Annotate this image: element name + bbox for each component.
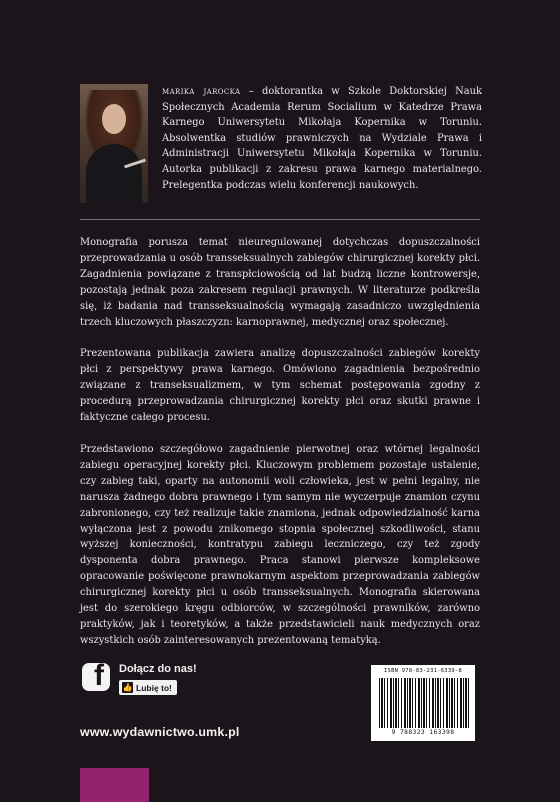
- author-face: [102, 104, 126, 134]
- barcode-bars: [379, 678, 469, 728]
- author-bio: [162, 84, 482, 193]
- publisher-website[interactable]: www.wydawnictwo.umk.pl: [80, 725, 240, 739]
- book-blurb: [80, 235, 480, 665]
- author-body: [86, 144, 142, 203]
- blurb-paragraph-2: Prezentowana publikacja zawiera analizę dopuszczalności zabiegów korekty płci z perspektywy prawa karnego. Omówiono zagadnienia bezpośrednio związane z transeksualizmem, w tym schemat postępowania zgodny z procedurą przeprowadzania chirurgicznej korekty płci oraz skutki prawne i faktyczne całego procesu.: [80, 348, 480, 424]
- author-bio-text: – doktorantka w Szkole Doktorskiej Nauk Społecznych Academia Rerum Socialium w Katedrze Prawa Karnego Uniwersytetu Mikołaja Kopernika w Toruniu. Absolwentka studiów prawniczych na Wydziale Prawa i Administracji Uniwersytetu Mikołaja Kopernika w Toruniu. Autorka publikacji z zakresu prawa karnego materialnego. Prelegentka podczas wielu konferencji naukowych.: [162, 86, 482, 191]
- isbn-barcode: [371, 665, 475, 741]
- facebook-icon[interactable]: f: [82, 663, 110, 691]
- like-button[interactable]: [119, 680, 177, 695]
- isbn-number: ISBN 978-83-231-6339-8: [384, 668, 462, 674]
- author-photo: [80, 84, 148, 203]
- blurb-paragraph-3: Przedstawiono szczegółowo zagadnienie pierwotnej oraz wtórnej legalności zabiegu operacyjnej korekty płci. Kluczowym problemem pozostaje ustalenie, czy zabieg taki, oparty na autonomii woli człowieka, jest w pełni legalny, nie narusza żadnego dobra prawnego i tym samym nie wyczerpuje znamion czynu zabronionego, czy też realizuje takie znamiona, jednak odpowiedzialność karna wyłączona jest z powodu znikomego stopnia społecznej szkodliwości, stanu wyższej konieczności, kontratypu zabiegu leczniczego, czy też zgody dysponenta dobra prawnego. Praca stanowi pierwsze kompleksowe opracowanie poświęcone prawnokarnym aspektom przeprowadzania zabiegów chirurgicznej korekty płci u osób transseksualnych. Monografia skierowana jest do szerokiego kręgu odbiorców, w szczególności prawników, zarówno praktyków, jak i teoretyków, a także przedstawicieli nauk medycznych oraz wszystkich osób zainteresowanych prezentowaną tematyką.: [80, 443, 480, 646]
- barcode-digits: 9 788323 163398: [391, 729, 455, 736]
- blurb-paragraph-1: Monografia porusza temat nieuregulowanej dotychczas dopuszczalności przeprowadzania u osób transseksualnych zabiegów chirurgicznej korekty płci. Zagadnienia powiązane z transpłciowością od lat budzą liczne kontrowersje, pozostają jednak poza zakresem regulacji prawnych. W literaturze podkreśla się, iż badania nad transseksualnością wymagają zasadniczo uwzględnienia trzech kluczowych płaszczyzn: karnoprawnej, medycznej oraz społecznej.: [80, 237, 480, 328]
- thumbs-up-icon: 👍: [122, 683, 133, 692]
- author-name: marika jarocka: [162, 86, 241, 97]
- accent-bar: [80, 768, 149, 802]
- join-us-text: Dołącz do nas!: [119, 663, 197, 675]
- section-divider: [80, 219, 480, 220]
- like-button-label: Lubię to!: [136, 682, 172, 693]
